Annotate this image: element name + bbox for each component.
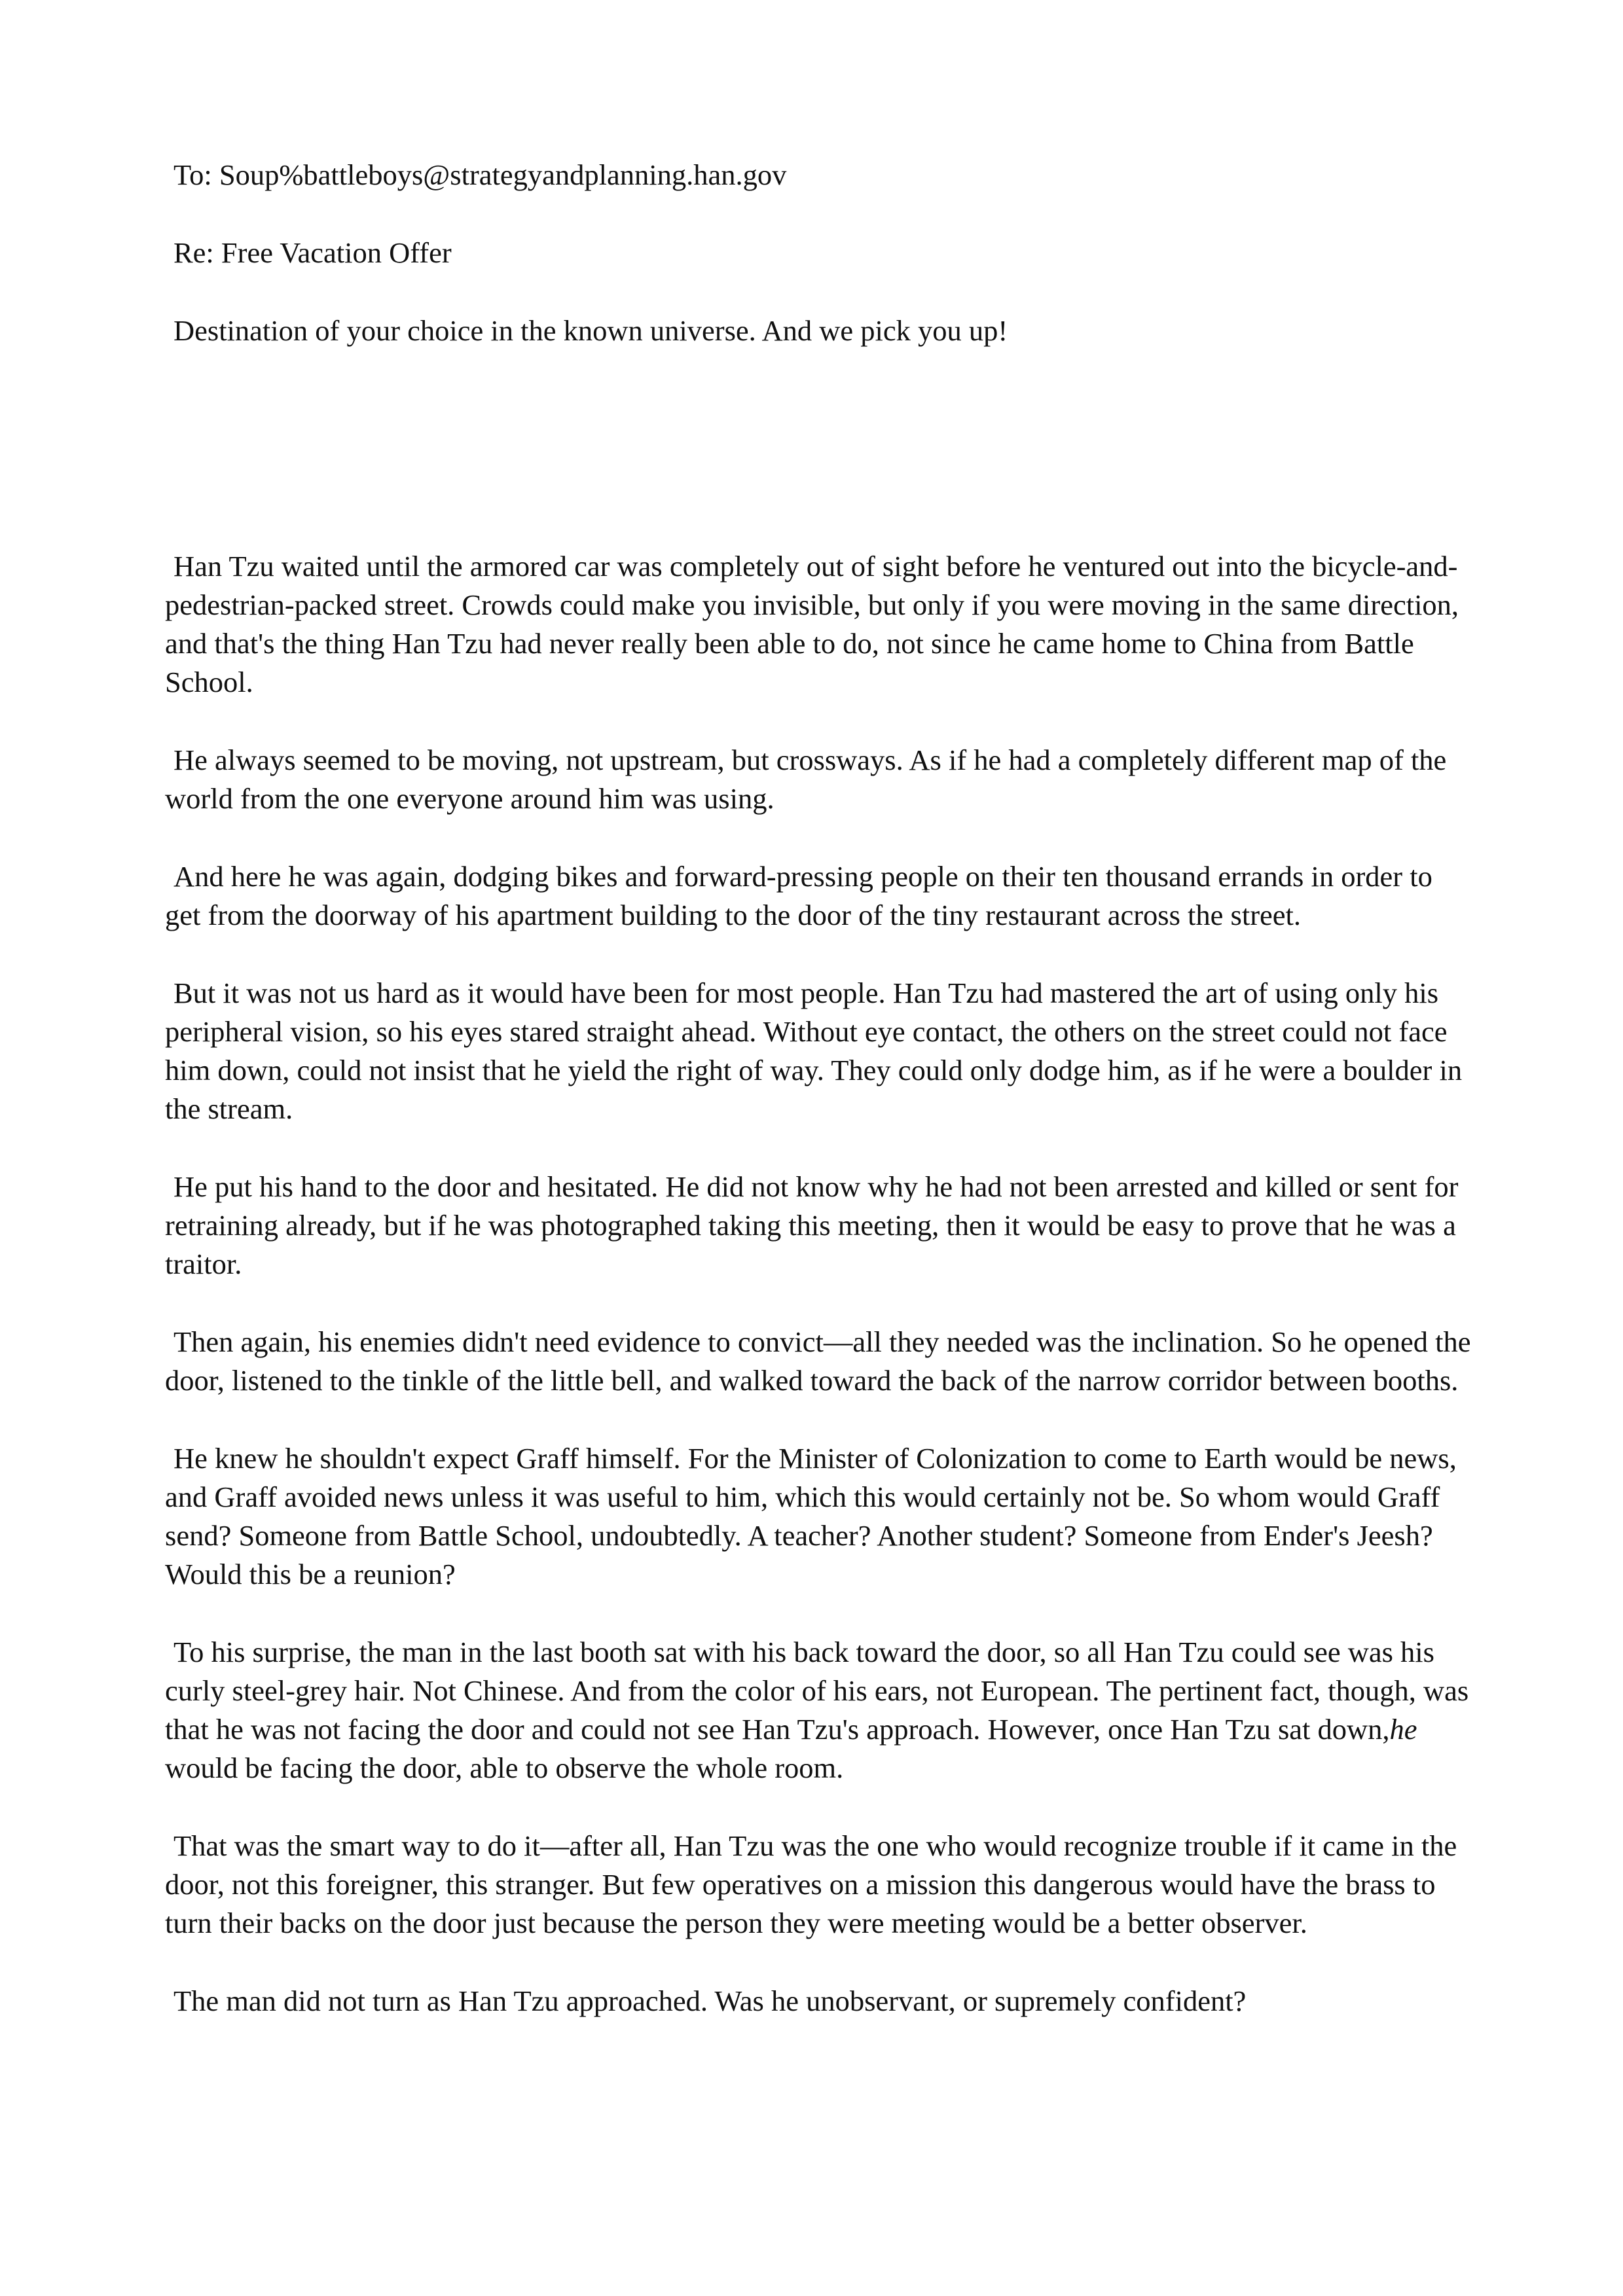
paragraph: He always seemed to be moving, not upstream, but crossways. As if he had a completely different map of the world from the one everyone around him was using.	[165, 744, 1447, 815]
paragraph: And here he was again, dodging bikes and forward-pressing people on their ten thousand errands in order to get from the doorway of his apartment building to the door of the tiny restaurant across the street.	[165, 860, 1432, 931]
paragraph: The man did not turn as Han Tzu approached. Was he unobservant, or supremely confident?	[173, 1984, 1247, 2017]
paragraph: But it was not us hard as it would have been for most people. Han Tzu had mastered the art of using only his peripheral vision, so his eyes stared straight ahead. Without eye contact, the others on the street could not face him down, could not insist that he yield the right of way. They could only dodge him, as if he were a boulder in the stream.	[165, 977, 1463, 1125]
paragraph: He knew he shouldn't expect Graff himself. For the Minister of Colonization to come to Earth would be news, and Graff avoided news unless it was useful to him, which this would certainly not be. So whom would Graff send? Someone from Battle School, undoubtedly. A teacher? Another student? Someone from Ender's Jeesh? Would this be a reunion?	[165, 1442, 1457, 1590]
email-subject-line: Re: Free Vacation Offer	[173, 236, 452, 269]
emphasis-he: he	[1389, 1713, 1417, 1746]
story-text	[165, 547, 1474, 2060]
paragraph: Han Tzu waited until the armored car was completely out of sight before he ventured out into the bicycle-and-pedestrian-packed street. Crowds could make you invisible, but only if you were moving in the same direction, and that's the thing Han Tzu had never really been able to do, not since he came home to China from Battle School.	[165, 550, 1459, 698]
paragraph-surprise-tail: would be facing the door, able to observe the whole room.	[165, 1751, 844, 1784]
email-message-line: Destination of your choice in the known universe. And we pick you up!	[173, 314, 1008, 347]
email-to-line: To: Soup%battleboys@strategyandplanning.han.gov	[173, 158, 787, 191]
paragraph: That was the smart way to do it—after all, Han Tzu was the one who would recognize trouble if it came in the door, not this foreigner, this stranger. But few operatives on a mission this dangerous would have the brass to turn their backs on the door just because the person they were meeting would be a better observer.	[165, 1829, 1457, 1939]
paragraph-surprise	[165, 1633, 1474, 1787]
paragraph: Then again, his enemies didn't need evidence to convict—all they needed was the inclination. So he opened the door, listened to the tinkle of the little bell, and walked toward the back of the narrow corridor between booths.	[165, 1325, 1471, 1397]
paragraph: He put his hand to the door and hesitated. He did not know why he had not been arrested and killed or sent for retraining already, but if he was photographed taking this meeting, then it would be easy to prove that he was a traitor.	[165, 1170, 1459, 1280]
paragraph-surprise-text: To his surprise, the man in the last booth sat with his back toward the door, so all Han Tzu could see was his curly steel-grey hair. Not Chinese. And from the color of his ears, not European. The pertinent fact, though, was that he was not facing the door and could not see Han Tzu's approach. However, once Han Tzu sat down,	[165, 1636, 1469, 1746]
